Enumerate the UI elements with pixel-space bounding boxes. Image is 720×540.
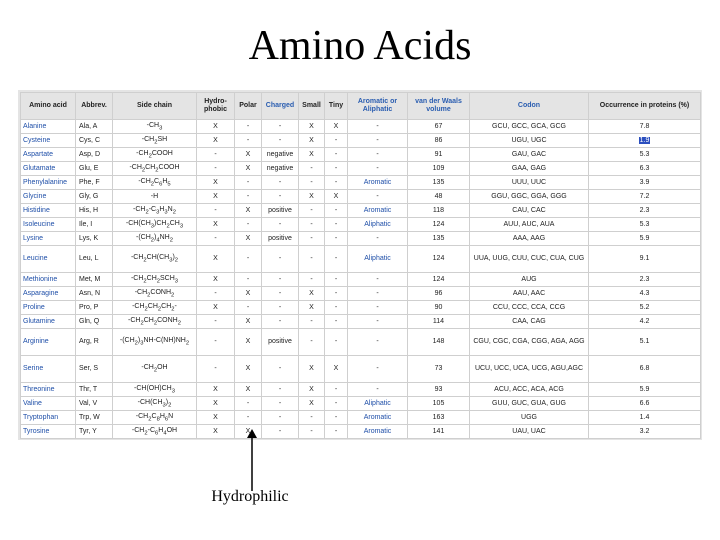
table-row (21, 204, 701, 218)
cell-charged: - (262, 273, 299, 287)
cell-vdw-volume: 67 (408, 120, 470, 134)
cell-charged: - (262, 383, 299, 397)
cell-codon: GGU, GGC, GGA, GGG (470, 190, 589, 204)
header-tiny: Tiny (325, 93, 348, 120)
cell-hydrophobic: X (197, 411, 235, 425)
table-row (21, 246, 701, 273)
cell-charged: positive (262, 204, 299, 218)
header-codon: Codon (470, 93, 589, 120)
cell-amino-acid: Histidine (21, 204, 76, 218)
cell-vdw-volume: 135 (408, 176, 470, 190)
cell-codon: UGG (470, 411, 589, 425)
cell-side-chain: $-CH_2OH$ (113, 356, 197, 383)
cell-vdw-volume: 163 (408, 411, 470, 425)
table-row (21, 134, 701, 148)
cell-amino-acid: Cysteine (21, 134, 76, 148)
cell-charged: - (262, 218, 299, 232)
cell-aromatic-aliphatic: - (348, 148, 408, 162)
cell-vdw-volume: 124 (408, 218, 470, 232)
cell-small: X (299, 287, 325, 301)
cell-small: X (299, 383, 325, 397)
cell-charged: - (262, 301, 299, 315)
header-vdw-volume: van der Waals volume (408, 93, 470, 120)
cell-tiny: - (325, 329, 348, 356)
table-row (21, 190, 701, 204)
cell-vdw-volume: 114 (408, 315, 470, 329)
cell-hydrophobic: X (197, 425, 235, 439)
cell-amino-acid: Arginine (21, 329, 76, 356)
cell-abbrev: Pro, P (76, 301, 113, 315)
cell-codon: CCU, CCC, CCA, CCG (470, 301, 589, 315)
cell-hydrophobic: X (197, 134, 235, 148)
cell-occurrence: 5.3 (589, 218, 701, 232)
slide-title: Amino Acids (248, 23, 472, 69)
table-header-row (21, 93, 701, 120)
cell-abbrev: Gln, Q (76, 315, 113, 329)
cell-tiny: - (325, 232, 348, 246)
cell-occurrence: 2.3 (589, 204, 701, 218)
cell-tiny: - (325, 162, 348, 176)
cell-vdw-volume: 48 (408, 190, 470, 204)
cell-codon: CAU, CAC (470, 204, 589, 218)
cell-charged: - (262, 246, 299, 273)
cell-hydrophobic: X (197, 397, 235, 411)
cell-aromatic-aliphatic: Aromatic (348, 176, 408, 190)
cell-hydrophobic: - (197, 315, 235, 329)
cell-amino-acid: Phenylalanine (21, 176, 76, 190)
cell-codon: GAU, GAC (470, 148, 589, 162)
cell-side-chain: $-CH_2CH_2CONH_2$ (113, 315, 197, 329)
cell-abbrev: Lys, K (76, 232, 113, 246)
cell-vdw-volume: 109 (408, 162, 470, 176)
cell-amino-acid: Isoleucine (21, 218, 76, 232)
cell-vdw-volume: 118 (408, 204, 470, 218)
cell-aromatic-aliphatic: - (348, 120, 408, 134)
cell-charged: - (262, 287, 299, 301)
cell-polar: X (235, 383, 262, 397)
cell-hydrophobic: X (197, 218, 235, 232)
table-row (21, 232, 701, 246)
cell-hydrophobic: X (197, 273, 235, 287)
cell-hydrophobic: - (197, 232, 235, 246)
cell-small: - (299, 218, 325, 232)
cell-amino-acid: Aspartate (21, 148, 76, 162)
table-row (21, 287, 701, 301)
cell-occurrence: 5.9 (589, 383, 701, 397)
cell-occurrence: 3.2 (589, 425, 701, 439)
cell-small: - (299, 246, 325, 273)
cell-abbrev: Phe, F (76, 176, 113, 190)
header-side-chain: Side chain (113, 93, 197, 120)
table-row (21, 315, 701, 329)
cell-side-chain: $-CH_2C_8H_6N$ (113, 411, 197, 425)
cell-small: X (299, 301, 325, 315)
cell-occurrence: 6.6 (589, 397, 701, 411)
cell-vdw-volume: 124 (408, 273, 470, 287)
cell-side-chain: $-(CH_2)_3NH-C(NH)NH_2$ (113, 329, 197, 356)
cell-hydrophobic: X (197, 301, 235, 315)
cell-aromatic-aliphatic: - (348, 287, 408, 301)
amino-acid-table-frame (18, 90, 702, 440)
cell-polar: X (235, 148, 262, 162)
cell-vdw-volume: 96 (408, 287, 470, 301)
cell-vdw-volume: 105 (408, 397, 470, 411)
cell-small: - (299, 329, 325, 356)
cell-abbrev: His, H (76, 204, 113, 218)
table-row (21, 218, 701, 232)
cell-hydrophobic: - (197, 148, 235, 162)
cell-codon: UUA, UUG, CUU, CUC, CUA, CUG (470, 246, 589, 273)
cell-amino-acid: Proline (21, 301, 76, 315)
cell-vdw-volume: 141 (408, 425, 470, 439)
cell-abbrev: Glu, E (76, 162, 113, 176)
cell-amino-acid: Glutamate (21, 162, 76, 176)
cell-hydrophobic: - (197, 204, 235, 218)
amino-acid-table (20, 92, 701, 439)
cell-polar: X (235, 287, 262, 301)
cell-amino-acid: Glycine (21, 190, 76, 204)
cell-amino-acid: Tyrosine (21, 425, 76, 439)
cell-amino-acid: Glutamine (21, 315, 76, 329)
cell-amino-acid: Threonine (21, 383, 76, 397)
cell-side-chain: $-CH_2CH_2COOH$ (113, 162, 197, 176)
table-row (21, 383, 701, 397)
cell-occurrence: 6.3 (589, 162, 701, 176)
cell-polar: - (235, 134, 262, 148)
cell-occurrence (589, 134, 701, 148)
cell-tiny: X (325, 356, 348, 383)
cell-tiny: - (325, 301, 348, 315)
cell-polar: X (235, 162, 262, 176)
cell-aromatic-aliphatic: - (348, 232, 408, 246)
cell-side-chain: $-CH_2C_6H_5$ (113, 176, 197, 190)
cell-polar: X (235, 232, 262, 246)
cell-tiny: - (325, 148, 348, 162)
cell-occurrence: 7.8 (589, 120, 701, 134)
cell-occurrence: 9.1 (589, 246, 701, 273)
cell-polar: - (235, 190, 262, 204)
header-small: Small (299, 93, 325, 120)
cell-tiny: - (325, 383, 348, 397)
cell-abbrev: Arg, R (76, 329, 113, 356)
hydrophilic-label: Hydrophilic (211, 488, 289, 505)
cell-amino-acid: Alanine (21, 120, 76, 134)
cell-tiny: - (325, 397, 348, 411)
cell-polar: - (235, 176, 262, 190)
cell-vdw-volume: 86 (408, 134, 470, 148)
cell-small: - (299, 411, 325, 425)
cell-occurrence: 5.3 (589, 148, 701, 162)
cell-amino-acid: Leucine (21, 246, 76, 273)
cell-charged: - (262, 356, 299, 383)
cell-aromatic-aliphatic: - (348, 329, 408, 356)
cell-side-chain: $-CH_2-C_6H_4OH$ (113, 425, 197, 439)
cell-occurrence: 6.8 (589, 356, 701, 383)
cell-aromatic-aliphatic: - (348, 134, 408, 148)
cell-tiny: - (325, 218, 348, 232)
table-row (21, 356, 701, 383)
cell-small: X (299, 397, 325, 411)
cell-charged: positive (262, 329, 299, 356)
up-arrow-icon (244, 429, 260, 491)
header-hydrophobic: Hydro-phobic (197, 93, 235, 120)
cell-polar: X (235, 356, 262, 383)
table-row (21, 301, 701, 315)
cell-hydrophobic: X (197, 246, 235, 273)
table-row (21, 273, 701, 287)
cell-tiny: - (325, 246, 348, 273)
table-row (21, 411, 701, 425)
cell-amino-acid: Tryptophan (21, 411, 76, 425)
cell-abbrev: Cys, C (76, 134, 113, 148)
cell-abbrev: Asn, N (76, 287, 113, 301)
cell-small: X (299, 134, 325, 148)
cell-aromatic-aliphatic: Aromatic (348, 425, 408, 439)
cell-aromatic-aliphatic: - (348, 301, 408, 315)
cell-tiny: - (325, 287, 348, 301)
cell-tiny: X (325, 190, 348, 204)
header-occurrence: Occurrence in proteins (%) (589, 93, 701, 120)
cell-aromatic-aliphatic: Aliphatic (348, 246, 408, 273)
cell-abbrev: Leu, L (76, 246, 113, 273)
cell-codon: AAA, AAG (470, 232, 589, 246)
cell-codon: GCU, GCC, GCA, GCG (470, 120, 589, 134)
cell-occurrence: 3.9 (589, 176, 701, 190)
cell-small: - (299, 176, 325, 190)
cell-codon: AAU, AAC (470, 287, 589, 301)
header-aromatic-aliphatic: Aromatic or Aliphatic (348, 93, 408, 120)
cell-hydrophobic: - (197, 287, 235, 301)
cell-tiny: - (325, 315, 348, 329)
cell-polar: X (235, 329, 262, 356)
cell-small: X (299, 356, 325, 383)
cell-occurrence: 7.2 (589, 190, 701, 204)
cell-hydrophobic: - (197, 356, 235, 383)
cell-small: X (299, 190, 325, 204)
cell-side-chain: $-CH_2CH_2SCH_3$ (113, 273, 197, 287)
cell-charged: positive (262, 232, 299, 246)
cell-small: - (299, 425, 325, 439)
cell-small: - (299, 162, 325, 176)
cell-codon: ACU, ACC, ACA, ACG (470, 383, 589, 397)
cell-occurrence: 4.2 (589, 315, 701, 329)
table-row (21, 425, 701, 439)
header-abbrev: Abbrev. (76, 93, 113, 120)
cell-abbrev: Thr, T (76, 383, 113, 397)
cell-aromatic-aliphatic: - (348, 162, 408, 176)
cell-codon: GUU, GUC, GUA, GUG (470, 397, 589, 411)
cell-aromatic-aliphatic: Aliphatic (348, 218, 408, 232)
cell-small: - (299, 273, 325, 287)
cell-small: X (299, 120, 325, 134)
cell-abbrev: Ile, I (76, 218, 113, 232)
cell-aromatic-aliphatic: - (348, 190, 408, 204)
cell-amino-acid: Serine (21, 356, 76, 383)
cell-codon: UGU, UGC (470, 134, 589, 148)
cell-polar: X (235, 315, 262, 329)
cell-side-chain: $-CH_2CH(CH_3)_2$ (113, 246, 197, 273)
cell-codon: UUU, UUC (470, 176, 589, 190)
cell-charged: - (262, 397, 299, 411)
header-polar: Polar (235, 93, 262, 120)
cell-side-chain: $-CH_3$ (113, 120, 197, 134)
cell-codon: AUG (470, 273, 589, 287)
table-row (21, 176, 701, 190)
table-body (21, 120, 701, 439)
cell-side-chain: $-CH_2-C_3H_3N_2$ (113, 204, 197, 218)
cell-vdw-volume: 135 (408, 232, 470, 246)
cell-occurrence: 5.1 (589, 329, 701, 356)
cell-side-chain: $-(CH_2)_4NH_2$ (113, 232, 197, 246)
cell-side-chain: $-CH_2SH$ (113, 134, 197, 148)
cell-amino-acid: Methionine (21, 273, 76, 287)
table-row (21, 162, 701, 176)
cell-charged: negative (262, 162, 299, 176)
cell-charged: - (262, 176, 299, 190)
cell-side-chain: $-CH(CH_3)CH_2CH_3$ (113, 218, 197, 232)
cell-abbrev: Met, M (76, 273, 113, 287)
cell-hydrophobic: X (197, 190, 235, 204)
cell-occurrence: 1.4 (589, 411, 701, 425)
cell-abbrev: Tyr, Y (76, 425, 113, 439)
cell-abbrev: Asp, D (76, 148, 113, 162)
cell-aromatic-aliphatic: - (348, 273, 408, 287)
cell-abbrev: Ser, S (76, 356, 113, 383)
cell-amino-acid: Lysine (21, 232, 76, 246)
cell-vdw-volume: 124 (408, 246, 470, 273)
table-row (21, 329, 701, 356)
cell-small: - (299, 315, 325, 329)
cell-tiny: X (325, 120, 348, 134)
cell-charged: - (262, 190, 299, 204)
table-row (21, 148, 701, 162)
cell-codon: GAA, GAG (470, 162, 589, 176)
cell-side-chain: $-CH(CH_3)_2$ (113, 397, 197, 411)
cell-polar: - (235, 397, 262, 411)
cell-tiny: - (325, 425, 348, 439)
cell-charged: - (262, 134, 299, 148)
cell-tiny: - (325, 411, 348, 425)
cell-aromatic-aliphatic: Aromatic (348, 204, 408, 218)
cell-charged: - (262, 411, 299, 425)
cell-aromatic-aliphatic: - (348, 315, 408, 329)
cell-vdw-volume: 93 (408, 383, 470, 397)
cell-abbrev: Trp, W (76, 411, 113, 425)
cell-abbrev: Val, V (76, 397, 113, 411)
cell-aromatic-aliphatic: - (348, 383, 408, 397)
cell-small: - (299, 232, 325, 246)
cell-aromatic-aliphatic: - (348, 356, 408, 383)
cell-vdw-volume: 91 (408, 148, 470, 162)
cell-occurrence: 5.2 (589, 301, 701, 315)
cell-side-chain: $-CH_2CONH_2$ (113, 287, 197, 301)
cell-vdw-volume: 73 (408, 356, 470, 383)
cell-amino-acid: Valine (21, 397, 76, 411)
cell-codon: CGU, CGC, CGA, CGG, AGA, AGG (470, 329, 589, 356)
cell-hydrophobic: X (197, 383, 235, 397)
cell-tiny: - (325, 273, 348, 287)
cell-codon: UCU, UCC, UCA, UCG, AGU,AGC (470, 356, 589, 383)
cell-occurrence: 4.3 (589, 287, 701, 301)
header-charged: Charged (262, 93, 299, 120)
cell-polar: - (235, 301, 262, 315)
cell-side-chain: $-CH_2CH_2CH_2-$ (113, 301, 197, 315)
cell-codon: AUU, AUC, AUA (470, 218, 589, 232)
cell-hydrophobic: - (197, 162, 235, 176)
cell-vdw-volume: 148 (408, 329, 470, 356)
cell-side-chain: -H (113, 190, 197, 204)
occurrence-highlight: 1.9 (639, 136, 650, 144)
cell-abbrev: Gly, G (76, 190, 113, 204)
header-amino-acid: Amino acid (21, 93, 76, 120)
cell-codon: CAA, CAG (470, 315, 589, 329)
cell-tiny: - (325, 134, 348, 148)
cell-aromatic-aliphatic: Aromatic (348, 411, 408, 425)
cell-polar: - (235, 411, 262, 425)
cell-charged: - (262, 120, 299, 134)
table-row (21, 397, 701, 411)
cell-small: X (299, 148, 325, 162)
cell-polar: - (235, 246, 262, 273)
table-row (21, 120, 701, 134)
cell-polar: - (235, 120, 262, 134)
cell-polar: - (235, 273, 262, 287)
cell-hydrophobic: - (197, 329, 235, 356)
cell-occurrence: 5.9 (589, 232, 701, 246)
cell-aromatic-aliphatic: Aliphatic (348, 397, 408, 411)
cell-charged: negative (262, 148, 299, 162)
cell-small: - (299, 204, 325, 218)
cell-hydrophobic: X (197, 120, 235, 134)
cell-polar: X (235, 204, 262, 218)
cell-hydrophobic: X (197, 176, 235, 190)
cell-codon: UAU, UAC (470, 425, 589, 439)
cell-charged: - (262, 315, 299, 329)
cell-charged: - (262, 425, 299, 439)
cell-occurrence: 2.3 (589, 273, 701, 287)
cell-vdw-volume: 90 (408, 301, 470, 315)
cell-polar: X (235, 425, 262, 439)
cell-side-chain: $-CH_2COOH$ (113, 148, 197, 162)
cell-tiny: - (325, 176, 348, 190)
cell-amino-acid: Asparagine (21, 287, 76, 301)
cell-abbrev: Ala, A (76, 120, 113, 134)
cell-side-chain: $-CH(OH)CH_3$ (113, 383, 197, 397)
cell-tiny: - (325, 204, 348, 218)
cell-polar: - (235, 218, 262, 232)
